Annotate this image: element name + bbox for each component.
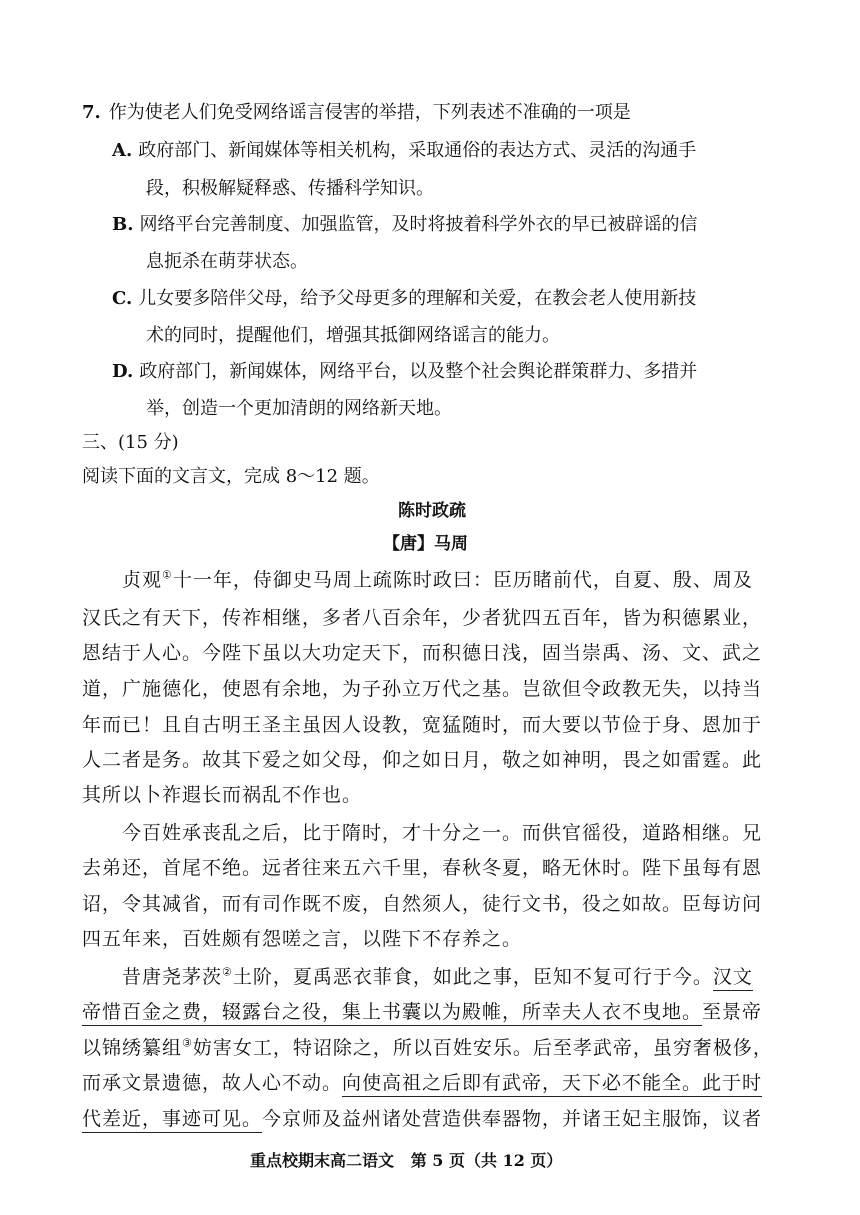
option-b-line1: B. 网络平台完善制度、加强监管，及时将披着科学外衣的早已被辟谣的信 <box>112 214 698 235</box>
section-heading: 三、(15 分) <box>82 432 179 453</box>
passage-p2-line4: 四五年来，百姓颇有怨嗟之言，以陛下不存养之。 <box>82 928 523 950</box>
passage-p3-line4: 而承文景遗德，故人心不动。向使高祖之后即有武帝，天下必不能全。此于时 <box>82 1074 762 1093</box>
option-d-line2: 举，创造一个更加清朗的网络新天地。 <box>146 398 452 419</box>
passage-p2-line1: 今百姓承丧乱之后，比于隋时，才十分之一。而供官徭役，道路相继。兄 <box>122 822 763 844</box>
option-a-line2: 段，积极解疑释惑、传播科学知识。 <box>146 178 434 199</box>
passage-p1-line7: 其所以卜祚遐长而祸乱不作也。 <box>82 784 363 806</box>
passage-p3-line2: 帝惜百金之费，辍露台之役，集上书囊以为殿帷，所幸夫人衣不曳地。至景帝 <box>82 1003 762 1022</box>
passage-p2-line3: 诏，令其减省，而有司作既不废，自然须人，徒行文书，役之如故。臣每访问 <box>82 893 763 915</box>
passage-title: 陈时政疏 <box>398 501 466 521</box>
option-b-line2: 息扼杀在萌芽状态。 <box>146 251 308 272</box>
question-7-stem: 7. 作为使老人们免受网络谣言侵害的举措，下列表述不准确的一项是 <box>82 102 631 123</box>
passage-p1-line2: 汉氏之有天下，传祚相继，多者八百余年，少者犹四五百年，皆为积德累业， <box>82 607 763 629</box>
option-d-line1: D. 政府部门，新闻媒体，网络平台，以及整个社会舆论群策群力、多措并 <box>112 361 698 382</box>
underlined-sentence: 汉文 <box>713 966 753 991</box>
passage-p2-line2: 去弟还，首尾不绝。远者往来五六千里，春秋冬夏，略无休时。陛下虽每有恩 <box>82 857 763 879</box>
passage-p1-line1: 贞观①十一年，侍御史马周上疏陈时政曰：臣历睹前代，自夏、殷、周及 <box>122 568 753 591</box>
passage-author: 【唐】马周 <box>383 534 468 554</box>
passage-p3-line5: 代差近，事迹可见。今京师及益州诸处营造供奉器物，并诸王妃主服饰，议者 <box>82 1110 762 1129</box>
section-instruction: 阅读下面的文言文，完成 8～12 题。 <box>82 466 380 487</box>
page-footer: 重点校期末高二语文 第 5 页（共 12 页） <box>250 1151 563 1170</box>
question-number: 7. <box>82 102 101 123</box>
passage-p1-line5: 年而已！且自古明王圣主虽因人设教，宽猛随时，而大要以节俭于身、恩加于 <box>82 714 763 736</box>
option-a-line1: A. 政府部门、新闻媒体等相关机构，采取通俗的表达方式、灵活的沟通手 <box>112 140 697 161</box>
underlined-sentence: 此于时 <box>702 1072 762 1097</box>
footnote-marker: ② <box>222 965 233 979</box>
passage-p3-line1: 昔唐尧茅茨②土阶，夏禹恶衣菲食，如此之事，臣知不复可行于今。汉文 <box>122 968 753 987</box>
passage-p1-line6: 人二者是务。故其下爱之如父母，仰之如日月，敬之如神明，畏之如雷霆。此 <box>82 749 763 771</box>
passage-p1-line3: 恩结于人心。今陛下虽以大功定天下，而积德日浅，固当崇禹、汤、文、武之 <box>82 642 763 664</box>
option-c-line1: C. 儿女要多陪伴父母，给予父母更多的理解和关爱，在教会老人使用新技 <box>112 288 697 309</box>
underlined-sentence: 代差近，事迹可见。 <box>82 1108 262 1133</box>
passage-p3-line3: 以锦绣纂组③妨害女工，特诏除之，所以百姓安乐。后至孝武帝，虽穷奢极侈， <box>82 1036 773 1059</box>
underlined-sentence: 帝惜百金之费，辍露台之役，集上书囊以为殿帷，所幸夫人衣不曳地。 <box>82 1001 702 1026</box>
passage-p1-line4: 道，广施德化，使恩有余地，为子孙立万代之基。岂欲但令政教无失，以持当 <box>82 678 763 700</box>
footnote-marker: ③ <box>182 1036 193 1050</box>
underlined-sentence: 向使高祖之后即有武帝，天下必不能全。 <box>342 1072 702 1097</box>
footnote-marker: ① <box>162 568 173 582</box>
option-c-line2: 术的同时，提醒他们，增强其抵御网络谣言的能力。 <box>146 325 560 346</box>
